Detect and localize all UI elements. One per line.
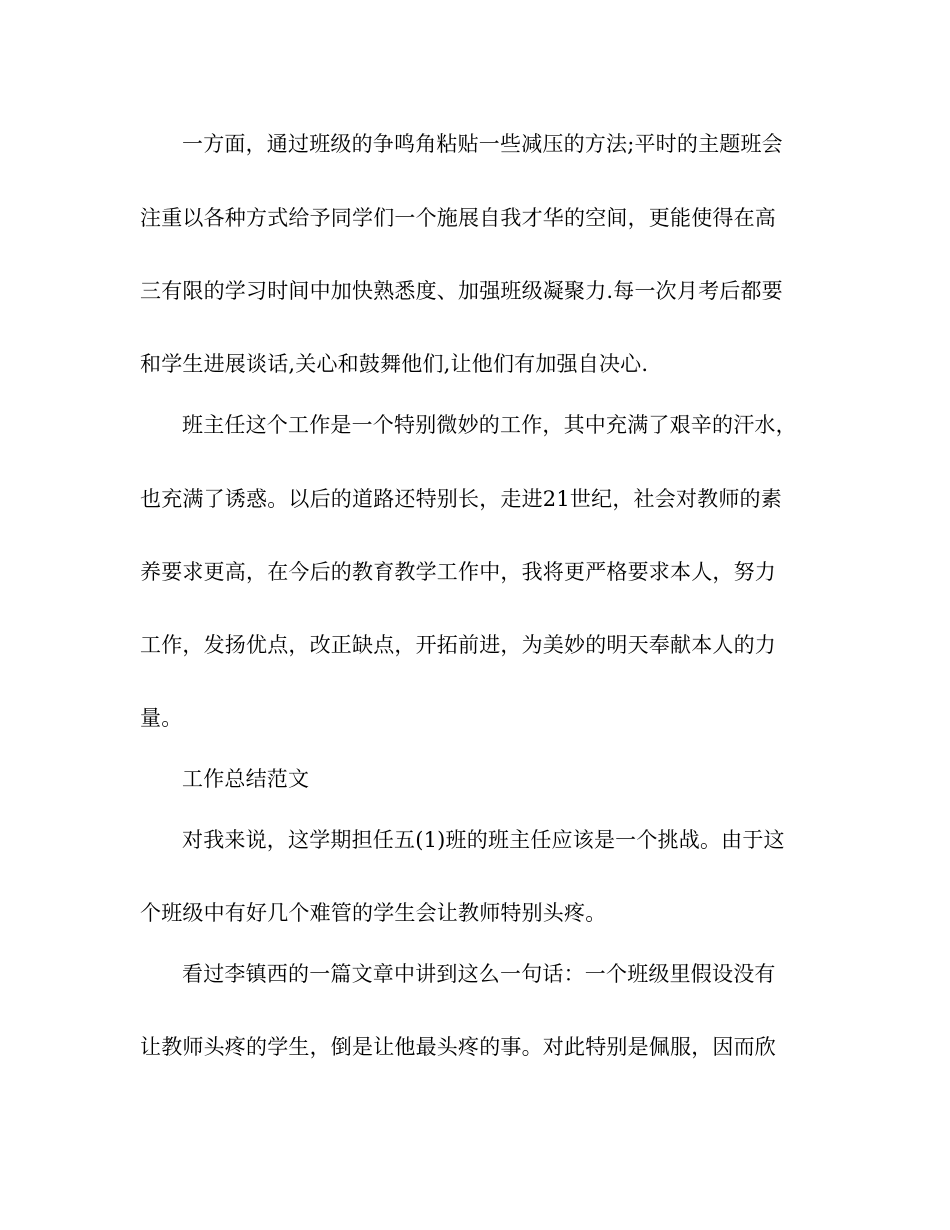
paragraph-line: 注重以各种方式给予同学们一个施展自我才华的空间，更能使得在高 bbox=[140, 206, 776, 230]
paragraph-line: 看过李镇西的一篇文章中讲到这么一句话：一个班级里假设没有 bbox=[182, 962, 776, 986]
paragraph-line: 个班级中有好几个难管的学生会让教师特别头疼。 bbox=[140, 901, 607, 925]
paragraph-line: 对我来说，这学期担任五(1)班的班主任应该是一个挑战。由于这 bbox=[182, 828, 785, 852]
paragraph-line: 养要求更高，在今后的教育教学工作中，我将更严格要求本人，努力 bbox=[140, 560, 776, 584]
paragraph-line: 一方面，通过班级的争鸣角粘贴一些减压的方法;平时的主题班会 bbox=[182, 132, 783, 156]
paragraph-line: 三有限的学习时间中加快熟悉度、加强班级凝聚力.每一次月考后都要 bbox=[140, 279, 783, 303]
paragraph-line: 班主任这个工作是一个特别微妙的工作，其中充满了艰辛的汗水， bbox=[182, 413, 797, 437]
paragraph-line: 和学生进展谈话,关心和鼓舞他们,让他们有加强自决心. bbox=[140, 352, 649, 376]
section-heading: 工作总结范文 bbox=[182, 767, 310, 791]
paragraph-line: 也充满了诱惑。以后的道路还特别长，走进21世纪，社会对教师的素 bbox=[140, 487, 782, 511]
paragraph-line: 量。 bbox=[140, 706, 183, 730]
paragraph-line: 工作，发扬优点，改正缺点，开拓前进，为美妙的明天奉献本人的力 bbox=[140, 633, 776, 657]
paragraph-line: 让教师头疼的学生，倒是让他最头疼的事。对此特别是佩服，因而欣 bbox=[140, 1035, 776, 1059]
